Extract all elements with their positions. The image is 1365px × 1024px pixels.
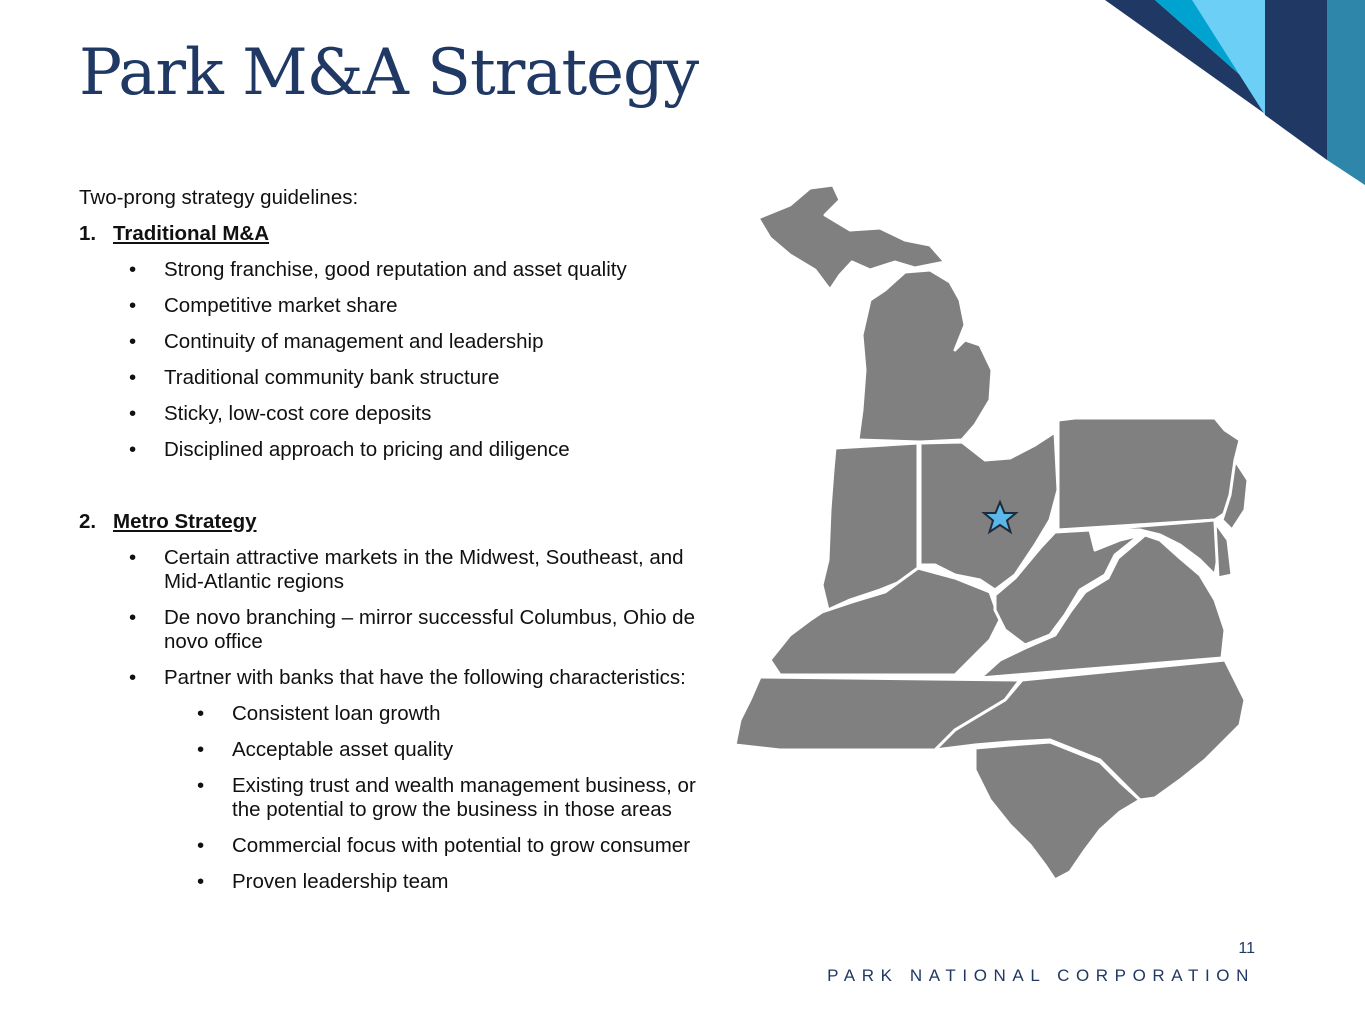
map-state-pennsylvania (1058, 418, 1245, 530)
bullet-icon: • (197, 834, 205, 857)
sub-list-item (79, 702, 699, 726)
section-traditional-heading (79, 222, 699, 246)
list-item-text: Disciplined approach to pricing and diligence (164, 438, 570, 461)
list-item (79, 294, 699, 318)
bullet-icon: • (129, 258, 137, 281)
list-item-text: Sticky, low-cost core deposits (164, 402, 432, 425)
sub-list-item (79, 738, 699, 762)
list-item (79, 366, 699, 390)
list-item-text: Traditional community bank structure (164, 366, 500, 389)
bullet-icon: • (129, 606, 137, 629)
list-item-text: De novo branching – mirror successful Columbus, Ohio de novo office (164, 606, 695, 653)
bullet-icon: • (197, 774, 205, 797)
sub-list-item-text: Proven leadership team (232, 870, 449, 893)
section-number: 2. (79, 510, 97, 533)
bullet-icon: • (129, 330, 137, 353)
bullet-icon: • (197, 702, 205, 725)
list-item (79, 258, 699, 282)
sub-list-item (79, 774, 699, 822)
page-number: 11 (1238, 940, 1255, 957)
corner-stripe-navy-2 (1265, 0, 1327, 160)
bullet-icon: • (129, 666, 137, 689)
corner-stripe-steel (1327, 0, 1365, 185)
list-item-text: Competitive market share (164, 294, 398, 317)
list-item (79, 546, 699, 594)
list-item (79, 666, 699, 690)
map-state-delaware (1215, 522, 1232, 578)
sub-list-item-text: Commercial focus with potential to grow consumer (232, 834, 691, 857)
list-item (79, 606, 699, 654)
page-title: Park M&A Strategy (79, 36, 699, 110)
strategy-content (79, 186, 699, 906)
list-item-text: Continuity of management and leadership (164, 330, 544, 353)
corner-decoration (1105, 0, 1365, 185)
sub-list-item-text: Acceptable asset quality (232, 738, 454, 761)
sub-list-item-text: Consistent loan growth (232, 702, 441, 725)
list-item-text: Strong franchise, good reputation and asset quality (164, 258, 627, 281)
bullet-icon: • (129, 294, 137, 317)
section-label: Metro Strategy (113, 510, 257, 533)
bullet-icon: • (129, 366, 137, 389)
section-label: Traditional M&A (113, 222, 270, 245)
section-metro-heading (79, 510, 699, 534)
intro-text: Two-prong strategy guidelines: (79, 186, 359, 209)
traditional-bullet-list (79, 258, 699, 462)
section-spacer (79, 474, 699, 510)
list-item-text: Certain attractive markets in the Midwest, Southeast, and Mid-Atlantic regions (164, 546, 684, 593)
list-item (79, 330, 699, 354)
footer-brand: PARK NATIONAL CORPORATION (827, 966, 1255, 985)
map-state-michigan-lower (858, 270, 992, 442)
bullet-icon: • (197, 870, 205, 893)
list-item-text: Partner with banks that have the following characteristics: (164, 666, 686, 689)
list-item (79, 402, 699, 426)
sub-list-item-text: Existing trust and wealth management business, or the potential to grow the business in those areas (232, 774, 696, 821)
bullet-icon: • (129, 546, 137, 569)
metro-bullet-list (79, 546, 699, 894)
sub-list-item (79, 834, 699, 858)
sub-list-item (79, 870, 699, 894)
bullet-icon: • (129, 438, 137, 461)
bullet-icon: • (129, 402, 137, 425)
list-item (79, 438, 699, 462)
section-number: 1. (79, 222, 97, 245)
bullet-icon: • (197, 738, 205, 761)
region-map (725, 180, 1255, 890)
